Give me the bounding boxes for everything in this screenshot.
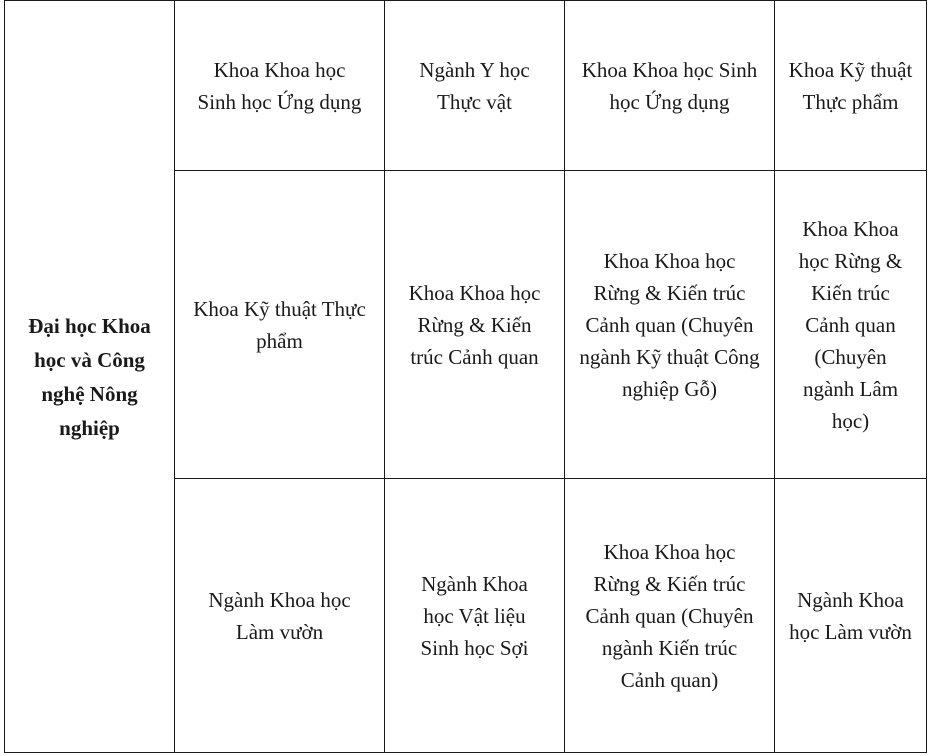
table-cell: Ngành Khoa học Vật liệu Sinh học Sợi (385, 479, 565, 753)
university-name-cell: Đại học Khoa học và Công nghệ Nông nghiệp (5, 1, 175, 753)
table-row (5, 1, 927, 171)
table-cell: Khoa Khoa học Rừng & Kiến trúc Cảnh quan (Chuyên ngành Kiến trúc Cảnh quan) (565, 479, 775, 753)
table-cell: Khoa Khoa học Rừng & Kiến trúc Cảnh quan (Chuyên ngành Lâm học) (775, 171, 927, 479)
table-cell: Khoa Khoa học Rừng & Kiến trúc Cảnh quan (385, 171, 565, 479)
table-cell: Khoa Khoa học Sinh học Ứng dụng (565, 1, 775, 171)
table-cell: Khoa Khoa học Rừng & Kiến trúc Cảnh quan (Chuyên ngành Kỹ thuật Công nghiệp Gỗ) (565, 171, 775, 479)
faculty-table (4, 0, 927, 753)
table-cell: Ngành Khoa học Làm vườn (775, 479, 927, 753)
table-cell: Khoa Kỹ thuật Thực phẩm (775, 1, 927, 171)
table-cell: Ngành Y học Thực vật (385, 1, 565, 171)
table-cell: Ngành Khoa học Làm vườn (175, 479, 385, 753)
table-cell: Khoa Kỹ thuật Thực phẩm (175, 171, 385, 479)
table-cell: Khoa Khoa học Sinh học Ứng dụng (175, 1, 385, 171)
